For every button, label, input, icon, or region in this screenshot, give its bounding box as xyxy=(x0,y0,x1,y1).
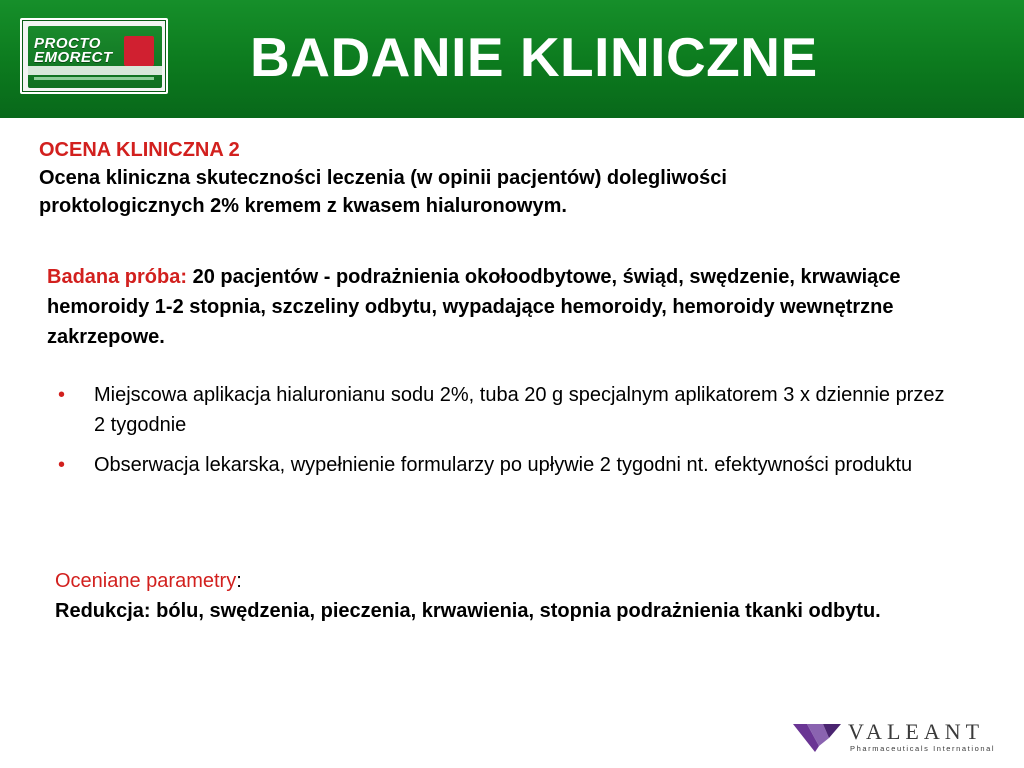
section-description-line-1: Ocena kliniczna skuteczności leczenia (w opinii pacjentów) dolegliwości xyxy=(39,167,727,189)
page-title: BADANIE KLINICZNE xyxy=(250,26,818,88)
list-item xyxy=(58,450,958,480)
assessed-parameters-heading xyxy=(55,566,985,596)
company-subtitle: Pharmaceuticals International xyxy=(850,744,996,753)
logo-red-accent xyxy=(124,36,154,66)
logo-line-2: EMORECT xyxy=(34,49,113,66)
assessed-parameters-text: Redukcja: bólu, swędzenia, pieczenia, krwawienia, stopnia podrażnienia tkanki odbytu. xyxy=(55,600,881,622)
header-bar xyxy=(0,0,1024,118)
section-heading: OCENA KLINICZNA 2 xyxy=(39,139,240,161)
product-package-image xyxy=(28,26,162,88)
logo-line-1: PROCTO xyxy=(34,35,101,52)
bullet-marker: • xyxy=(58,454,66,476)
assessed-parameters-section xyxy=(55,566,985,626)
assessed-parameters-label: Oceniane parametry xyxy=(55,570,237,592)
bullet-text: Miejscowa aplikacja hialuronianu sodu 2%, tuba 20 g specjalnym aplikatorem 3 x dziennie przez 2 tygodnie xyxy=(94,384,945,436)
product-logo xyxy=(20,18,168,94)
section-description-line-2: proktologicznych 2% kremem z kwasem hialuronowym. xyxy=(39,195,567,217)
valeant-v-icon xyxy=(793,722,841,752)
logo-fine-print xyxy=(34,77,154,80)
bullet-marker: • xyxy=(58,384,66,406)
clinical-assessment-section xyxy=(39,136,999,220)
study-sample-text: 20 pacjentów - podrażnienia okołoodbytowe, świąd, swędzenie, krwawiące hemoroidy 1-2 stopnia, szczeliny odbytu, wypadające hemoroidy, hemoroidy wewnętrzne zakrzepowe. xyxy=(47,266,901,348)
method-bullet-list xyxy=(58,380,958,490)
logo-text xyxy=(34,37,113,65)
assessed-parameters-colon: : xyxy=(236,570,242,592)
logo-stripe xyxy=(28,66,162,75)
study-sample-label: Badana próba: xyxy=(47,266,188,288)
bullet-text: Obserwacja lekarska, wypełnienie formularzy po upływie 2 tygodni nt. efektywności produktu xyxy=(94,454,913,476)
study-sample-section xyxy=(47,262,977,352)
company-name: VALEANT xyxy=(848,719,985,744)
list-item xyxy=(58,380,958,440)
valeant-logo xyxy=(793,720,998,756)
